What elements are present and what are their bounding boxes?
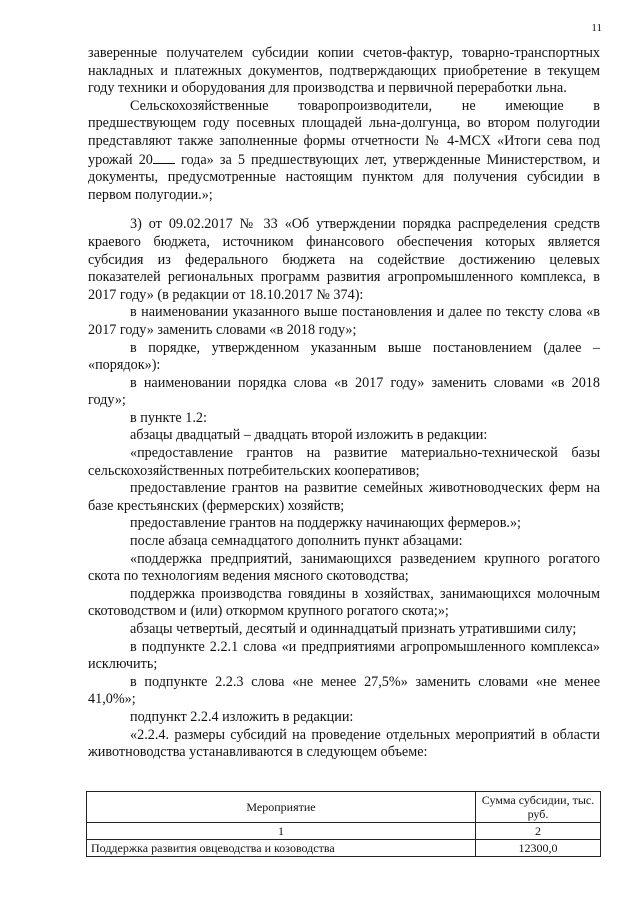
paragraph: 3) от 09.02.2017 № 33 «Об утверждении порядка распределения средств краевого бюджета, источником финансового обеспечения которых является субсидия из федерального бюджета на содействие достижению целевых показателей региональных программ развития агропромышленного комплекса, в 2017 году» (в редакции от 18.10.2017 № 374): — [88, 216, 600, 303]
paragraph: в порядке, утвержденном указанным выше постановлением (далее – «порядок»): — [88, 339, 600, 374]
blank-line — [153, 151, 175, 164]
paragraph: в наименовании указанного выше постановления и далее по тексту слова «в 2017 году» заменить словами «в 2018 году»; — [88, 304, 600, 338]
paragraph: предоставление грантов на поддержку начинающих фермеров.»; — [130, 515, 521, 532]
paragraph — [88, 98, 600, 205]
document-body — [88, 45, 600, 762]
paragraph: после абзаца семнадцатого дополнить пункт абзацами: — [130, 533, 463, 550]
paragraph: предоставление грантов на развитие семейных животноводческих ферм на базе крестьянских (фермерских) хозяйств; — [88, 480, 600, 514]
paragraph: заверенные получателем субсидии копии счетов-фактур, товарно-транспортных накладных и платежных документов, подтверждающих приобретение в текущем году техники и оборудования для производства и первичной переработки льна. — [88, 45, 600, 97]
paragraph-part: Сельскохозяйственные товаропроизводители, не имеющие в предшествующем году посевных площадей льна-долгунца, во втором полугодии представляют также заполненные формы отчетности № 4-МСХ «Итоги сева под урожай 20 — [88, 97, 600, 168]
paragraph: «поддержка предприятий, занимающихся разведением крупного рогатого скота по технологиям ведения мясного скотоводства; — [88, 550, 600, 585]
table-header-row — [87, 792, 601, 823]
paragraph: поддержка производства говядины в хозяйствах, занимающихся молочным скотоводством и (или) откормом крупного рогатого скота;»; — [88, 585, 600, 620]
paragraph: абзацы четвертый, десятый и одиннадцатый признать утратившими силу; — [130, 621, 577, 637]
table-row — [87, 840, 601, 857]
column-header: Сумма субсидии, тыс. руб. — [476, 792, 601, 823]
table-number-row — [87, 823, 601, 840]
paragraph-part: года» за 5 предшествующих лет, утвержденные Министерством, и документы, предусмотренные настоящим пунктом для получения субсидии в первом полугодии.»; — [88, 151, 600, 203]
paragraph: в пункте 1.2: — [130, 409, 207, 426]
table-cell: 12300,0 — [476, 840, 601, 857]
paragraph: абзацы двадцатый – двадцать второй изложить в редакции: — [130, 427, 488, 444]
column-number: 1 — [87, 823, 476, 840]
paragraph: «предоставление грантов на развитие материально-технической базы сельскохозяйственных потребительских кооперативов; — [88, 445, 600, 479]
subsidy-table — [86, 791, 601, 857]
page-number: 11 — [591, 22, 602, 34]
column-number: 2 — [476, 823, 601, 840]
paragraph: подпункт 2.2.4 изложить в редакции: — [130, 708, 354, 725]
table-cell: Поддержка развития овцеводства и козоводства — [87, 840, 476, 857]
paragraph: в наименовании порядка слова «в 2017 году» заменить словами «в 2018 году»; — [88, 374, 600, 409]
paragraph: в подпункте 2.2.1 слова «и предприятиями агропромышленного комплекса» исключить; — [88, 638, 600, 673]
paragraph: «2.2.4. размеры субсидий на проведение отдельных мероприятий в области животноводства устанавливаются в следующем объеме: — [88, 726, 600, 761]
paragraph: в подпункте 2.2.3 слова «не менее 27,5%» заменить словами «не менее 41,0%»; — [88, 673, 600, 708]
column-header: Мероприятие — [87, 792, 476, 823]
